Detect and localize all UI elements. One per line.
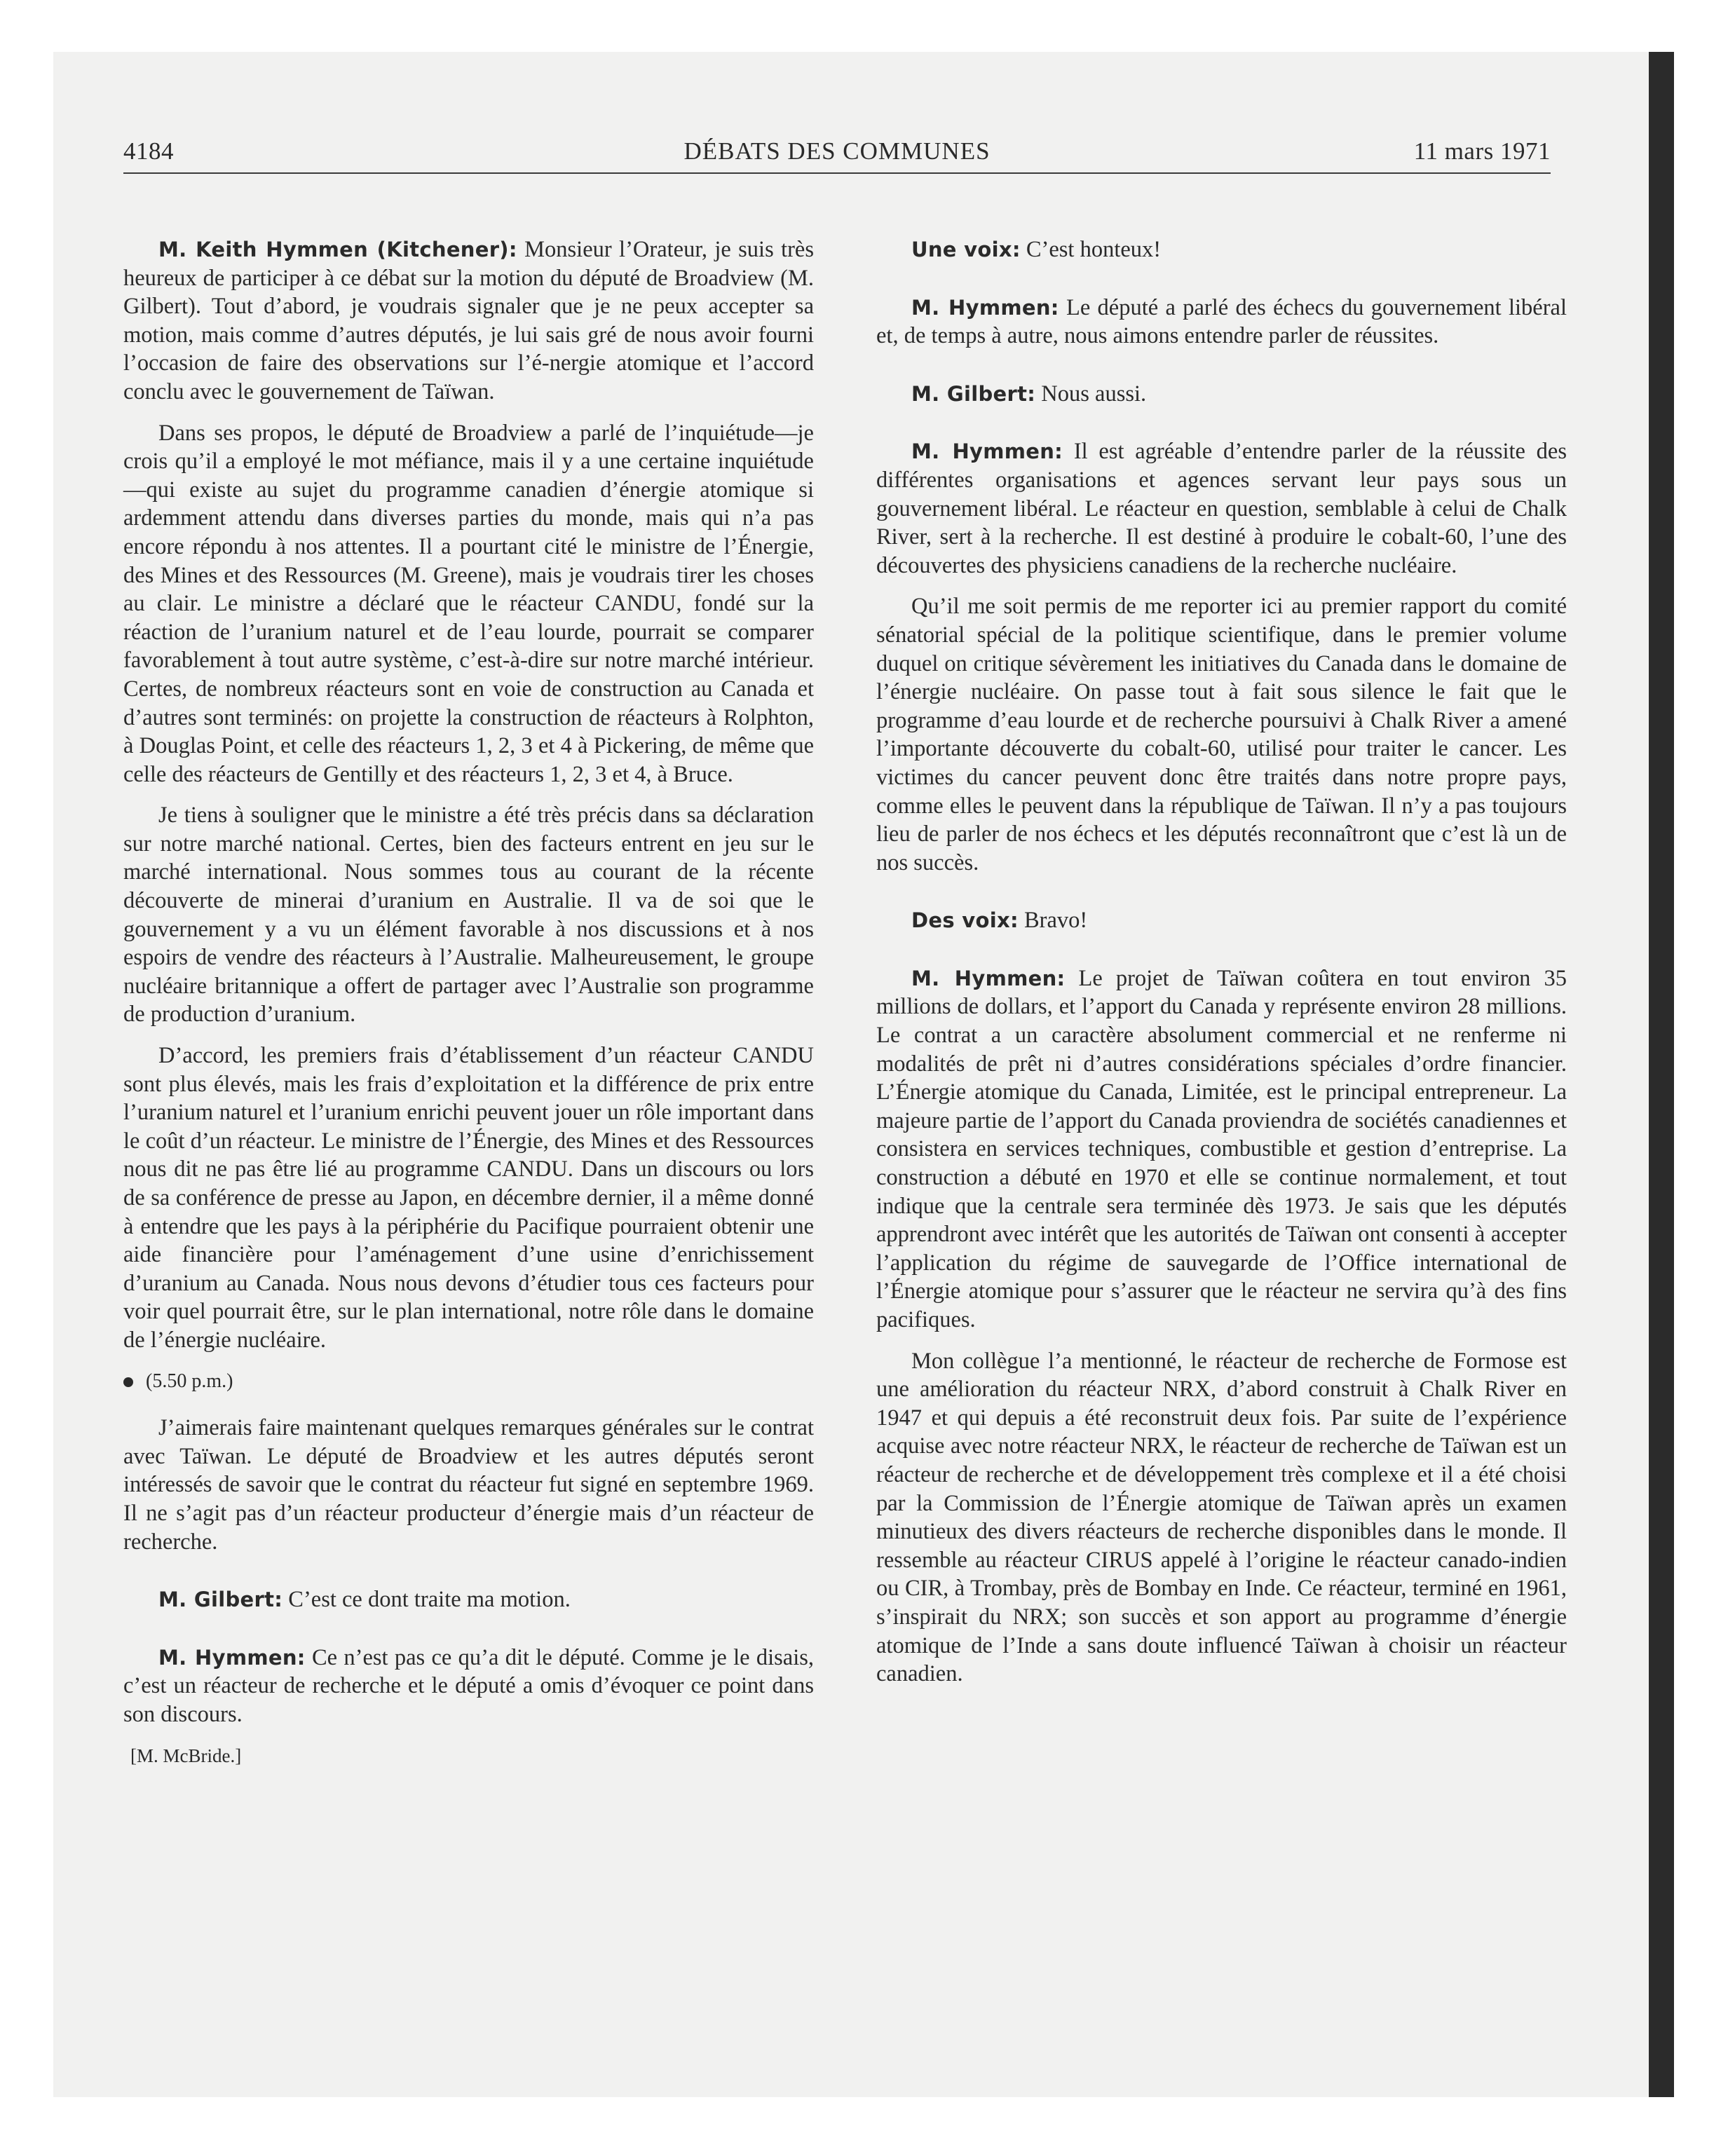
speaker-name: M. Hymmen: bbox=[911, 966, 1066, 990]
paragraph bbox=[123, 1585, 814, 1614]
paragraph: Je tiens à souligner que le ministre a été très précis dans sa déclaration sur notre marché national. Certes, bien des facteurs entrent en jeu sur le marché international. Nous sommes tous au courant de la récente découverte de minerai d’uranium en Australie. Il va de soi que le gouvernement y a vu un élément favorable à nos discussions et à nos espoirs de vendre des réacteurs à l’Australie. Malheureusement, le groupe nucléaire britannique a offert de partager avec l’Australie son programme de production d’uranium. bbox=[123, 803, 814, 1028]
speaker-name: M. Keith Hymmen (Kitchener): bbox=[158, 238, 517, 261]
paragraph bbox=[876, 906, 1567, 935]
left-column bbox=[123, 236, 814, 1782]
bullet-icon bbox=[123, 1377, 133, 1387]
paragraph: Dans ses propos, le député de Broadview a parlé de l’inquiétude—je crois qu’il a employé le mot méfiance, mais il y a une certaine inquiétude—qui existe au sujet du programme canadien d’énergie atomique si ardemment attendu dans diverses parties du monde, mais qui n’a pas encore répondu à nos attentes. Il a pourtant cité le ministre de l’Énergie, des Mines et des Ressources (M. Greene), mais je voudrais tirer les choses au clair. Le ministre a déclaré que le réacteur CANDU, fondé sur la réaction de l’uranium naturel et de l’eau lourde, pourrait se comparer favorablement à tout autre système, c’est-à-dire sur notre marché intérieur. Certes, de nombreux réacteurs sont en voie de construction au Canada et d’autres sont terminés: on projette la construction de réacteurs à Rolphton, à Douglas Point, et celle des réacteurs 1, 2, 3 et 4 à Pickering, de même que celle des réacteurs de Gentilly et des réacteurs 1, 2, 3 et 4, à Bruce. bbox=[123, 420, 814, 787]
right-column bbox=[876, 236, 1567, 1701]
speaker-name: M. Hymmen: bbox=[158, 1645, 306, 1670]
paragraph bbox=[876, 294, 1567, 350]
paragraph-text: Bravo! bbox=[1024, 908, 1088, 934]
speaker-name: M. Hymmen: bbox=[911, 295, 1059, 320]
page-header bbox=[123, 137, 1551, 174]
time-marker bbox=[123, 1367, 814, 1396]
paragraph-text: Il est agréable d’entendre parler de la réussite des différentes organisations et agences servant leur pays sous un gouvernement libéral. Le réacteur en question, semblable à celui de Chalk River, sert à la recherche. Il est destiné à produire le cobalt-60, l’une des découvertes des physiciens canadiens de la recherche nucléaire. bbox=[876, 439, 1567, 578]
paragraph: Mon collègue l’a mentionné, le réacteur de recherche de Formose est une amélioration du réacteur NRX, d’abord construit à Chalk River en 1947 et qui depuis a été reconstruit deux fois. Par suite de l’expérience acquise avec notre réacteur NRX, le réacteur de recherche de Taïwan est un réacteur de recherche et de développement très complexe et il a été choisi par la Commission de l’Énergie atomique de Taïwan après un examen minutieux des divers réacteurs de recherche disponibles dans le monde. Il ressemble au réacteur CIRUS appelé à l’origine le réacteur canado-indien ou CIR, à Trombay, près de Bombay en Inde. Ce réacteur, terminé en 1961, s’inspirait du NRX; son succès et son apport au programme d’énergie atomique de l’Inde a sans doute influencé Taïwan à choisir un réacteur canadien. bbox=[876, 1348, 1567, 1687]
speaker-reference: [M. McBride.] bbox=[130, 1745, 242, 1766]
paragraph: Qu’il me soit permis de me reporter ici au premier rapport du comité sénatorial spécial de la politique scientifique, dans le premier volume duquel on critique sévèrement les initiatives du Canada dans le domaine de l’énergie nucléaire. On passe tout à fait sous silence le fait que le programme d’eau lourde et de recherche poursuivi à Chalk River a amené l’importante découverte du cobalt-60, utilisé pour traiter le cancer. Les victimes du cancer peuvent donc être traités dans notre propre pays, comme elles le peuvent dans la république de Taïwan. Il n’y a pas toujours lieu de parler de nos échecs et les députés reconnaîtront que c’est là un de nos succès. bbox=[876, 594, 1567, 875]
paragraph-text: C’est honteux! bbox=[1026, 237, 1162, 262]
speaker-name: Des voix: bbox=[911, 908, 1019, 933]
paragraph bbox=[876, 964, 1567, 1335]
paragraph bbox=[123, 236, 814, 407]
scan-edge bbox=[1649, 52, 1674, 2097]
paragraph bbox=[876, 380, 1567, 409]
page-date: 11 mars 1971 bbox=[1413, 137, 1551, 165]
paragraph: D’accord, les premiers frais d’établissement d’un réacteur CANDU sont plus élevés, mais les frais d’exploitation et la différence de prix entre l’uranium naturel et l’uranium enrichi peuvent jouer un rôle important dans le coût d’un réacteur. Le ministre de l’Énergie, des Mines et des Ressources nous dit ne pas être lié au programme CANDU. Dans un discours ou lors de sa conférence de presse au Japon, en décembre dernier, il a même donné à entendre que les pays à la périphérie du Pacifique pourraient obtenir une aide financière pour l’aménagement d’une usine d’enrichissement d’uranium au Canada. Nous nous devons d’étudier tous ces facteurs pour voir quel pourrait être, sur le plan international, notre rôle dans le domaine de l’énergie nucléaire. bbox=[123, 1043, 814, 1353]
paragraph-text: Le projet de Taïwan coûtera en tout environ 35 millions de dollars, et l’apport du Canada y représente environ 28 millions. Le contrat a un caractère absolument commercial et ne renferme ni modalités de prêt ni d’autres considérations spéciales d’ordre financier. L’Énergie atomique du Canada, Limitée, est le principal entrepreneur. La majeure partie de l’apport du Canada proviendra de sociétés canadiennes et consistera en services techniques, combustible et gestion d’entreprise. La construction a débuté en 1970 et elle se continue normalement, et tout indique que la centrale sera terminée dès 1973. Je sais que les députés apprendront avec intérêt que les autorités de Taïwan ont consenti à accepter l’application du régime de sauvegarde de l’Office international de l’Énergie atomique pour s’assurer que le réacteur ne servira qu’à des fins pacifiques. bbox=[876, 965, 1567, 1332]
paragraph-text: Nous aussi. bbox=[1041, 381, 1147, 407]
paragraph-text: Monsieur l’Orateur, je suis très heureux de participer à ce débat sur la motion du député de Broadview (M. Gilbert). Tout d’abord, je voudrais signaler que je ne peux accepter sa motion, mais comme d’autres députés, je lui sais gré de nous avoir fourni l’occasion de faire des observations sur l’é-nergie atomique et l’accord conclu avec le gouvernement de Taïwan. bbox=[123, 237, 814, 404]
page-title: DÉBATS DES COMMUNES bbox=[683, 137, 991, 165]
page-number: 4184 bbox=[123, 137, 174, 165]
speaker-name: Une voix: bbox=[911, 238, 1021, 261]
speaker-name: M. Hymmen: bbox=[911, 439, 1063, 464]
paragraph bbox=[876, 437, 1567, 580]
speaker-name: M. Gilbert: bbox=[158, 1588, 283, 1612]
paragraph: J’aimerais faire maintenant quelques remarques générales sur le contrat avec Taïwan. Le député de Broadview et les autres députés seront intéressés de savoir que le contrat du réacteur fut signé en septembre 1969. Il ne s’agit pas d’un réacteur producteur d’énergie mais d’un réacteur de recherche. bbox=[123, 1415, 814, 1555]
paragraph-text: C’est ce dont traite ma motion. bbox=[288, 1587, 571, 1613]
time-text: (5.50 p.m.) bbox=[146, 1370, 233, 1392]
paragraph-text: Le député a parlé des échecs du gouvernement libéral et, de temps à autre, nous aimons entendre parler de réussites. bbox=[876, 294, 1567, 349]
speaker-name: M. Gilbert: bbox=[911, 381, 1036, 406]
paragraph bbox=[876, 236, 1567, 264]
paragraph bbox=[123, 1644, 814, 1729]
paragraph-text: Ce n’est pas ce qu’a dit le député. Comme je le disais, c’est un réacteur de recherche et le député a omis d’évoquer ce point dans son discours. bbox=[123, 1644, 814, 1727]
